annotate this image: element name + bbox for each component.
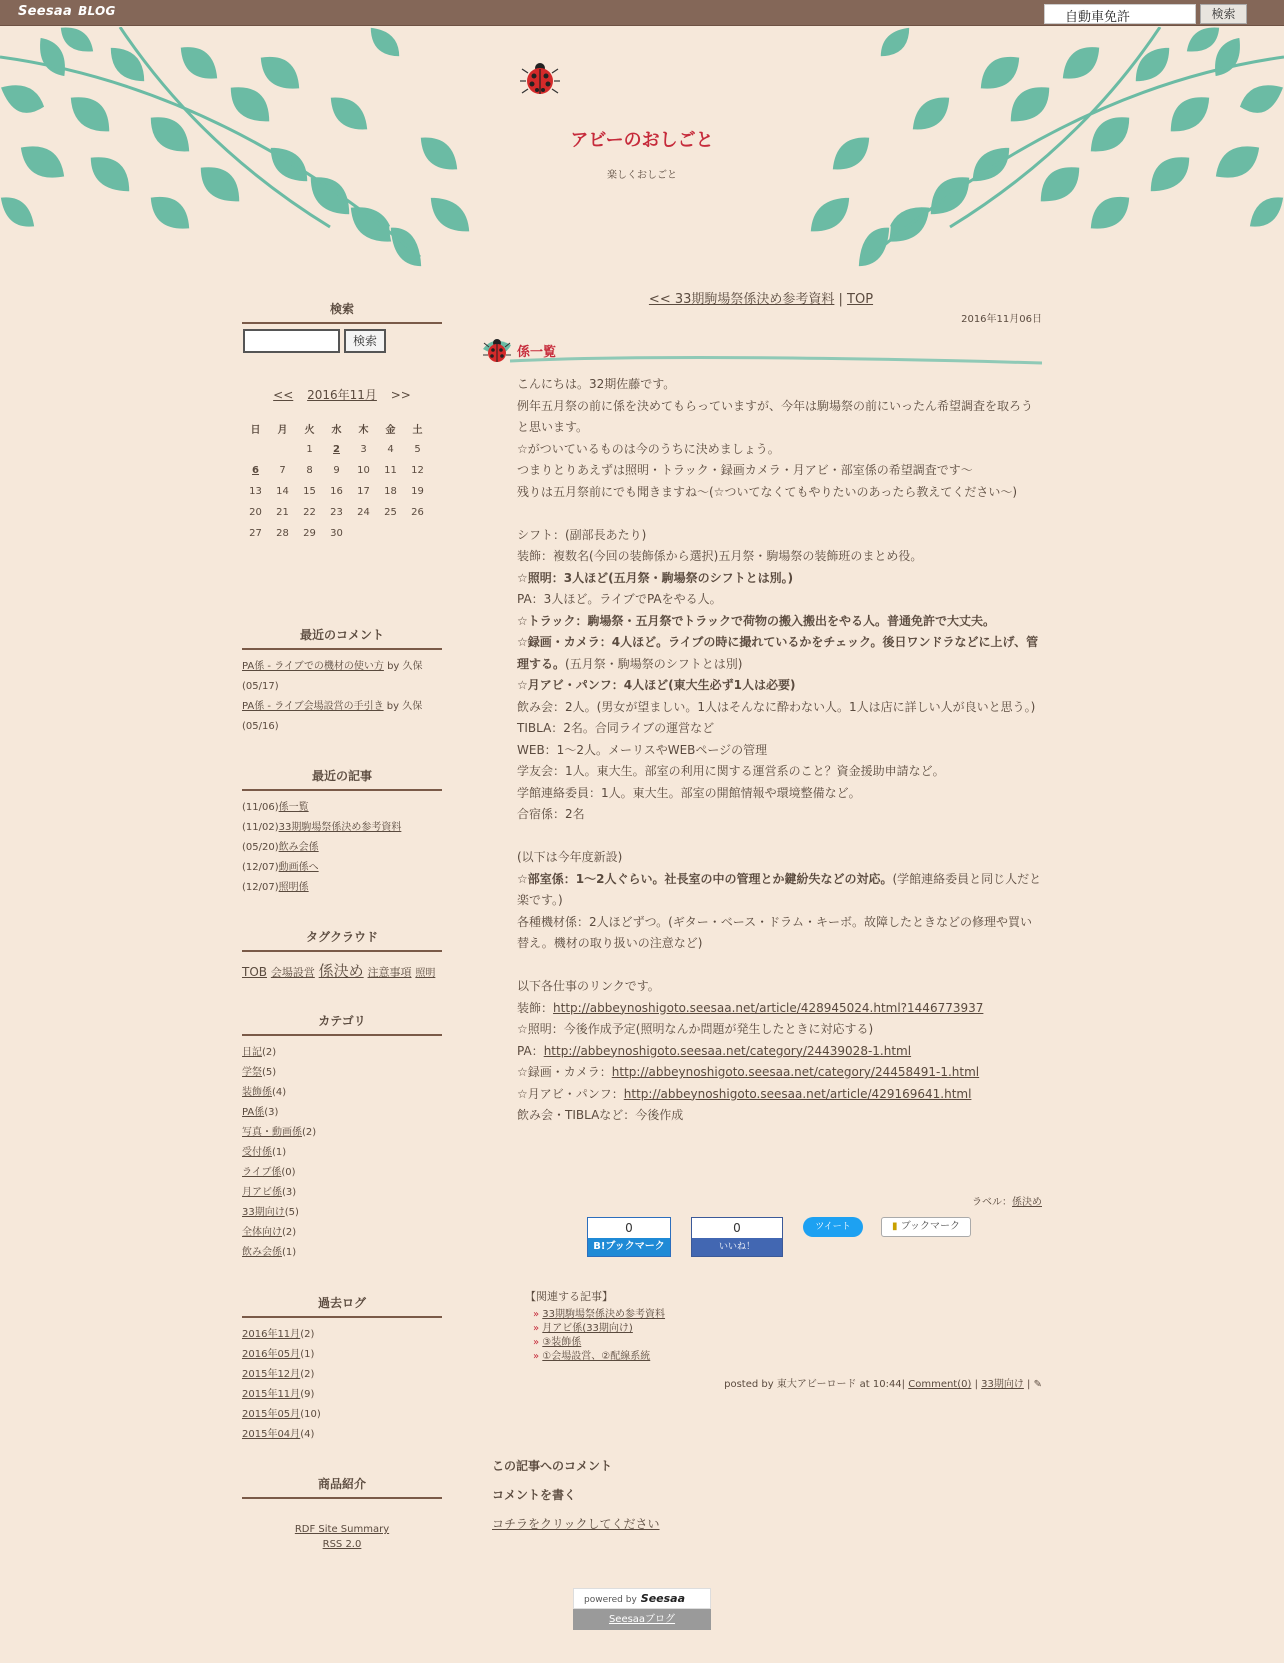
- category-link[interactable]: 飲み会係: [242, 1247, 282, 1258]
- calendar-day: 22: [303, 507, 316, 518]
- recent-comments-heading: 最近のコメント: [242, 626, 442, 650]
- sidebar-recent-comments: [242, 626, 442, 737]
- calendar-day: 8: [306, 465, 313, 476]
- post-line: 合宿係：2名: [517, 807, 585, 821]
- recent-post-link[interactable]: 動画係へ: [278, 862, 319, 873]
- post-line: 学館連絡委員：1人。東大生。部室の開館情報や環境整備など。: [517, 785, 861, 800]
- tag-cloud-heading: タグクラウド: [242, 928, 442, 952]
- calendar-day: 9: [333, 465, 340, 476]
- edit-pen-icon[interactable]: ✎: [1033, 1379, 1042, 1390]
- category-link[interactable]: 全体向け: [242, 1227, 282, 1238]
- recent-post-item: (12/07)動画係へ: [242, 862, 319, 873]
- calendar-day: 12: [411, 465, 424, 476]
- category-link[interactable]: 月アビ係: [242, 1187, 282, 1198]
- calendar: [242, 418, 431, 544]
- category-item: 写真・動画係(2): [242, 1127, 317, 1138]
- archive-link[interactable]: 2015年12月: [242, 1369, 301, 1380]
- calendar-weekday: 土: [412, 425, 423, 436]
- archive-link[interactable]: 2016年11月: [242, 1329, 301, 1340]
- post-body: [517, 374, 1042, 1127]
- post-line: ☆照明：今後作成予定(照明なんか問題が発生したときに対応する): [517, 1022, 874, 1036]
- category-item: 学祭(5): [242, 1067, 277, 1078]
- camera-url-link[interactable]: http://abbeynoshigoto.seesaa.net/category/24458491-1.html: [611, 1065, 980, 1079]
- recent-post-link[interactable]: 飲み会係: [278, 842, 319, 853]
- post-title[interactable]: 係一覧: [517, 345, 557, 360]
- recent-post-link[interactable]: 係一覧: [278, 802, 309, 813]
- sidebar-categories: [242, 1012, 442, 1263]
- calendar-month-link[interactable]: 2016年11月: [307, 388, 377, 402]
- archive-link[interactable]: 2015年05月: [242, 1409, 301, 1420]
- calendar-day: 29: [303, 528, 316, 539]
- sidebar-search-heading: 検索: [242, 300, 442, 324]
- category-link[interactable]: 受付係: [242, 1147, 272, 1158]
- recent-post-item: (12/07)照明係: [242, 882, 309, 893]
- archive-item: 2015年04月(4): [242, 1429, 315, 1440]
- tweet-button[interactable]: ツイート: [803, 1217, 863, 1237]
- category-link[interactable]: 装飾係: [242, 1087, 272, 1098]
- sidebar-search: [242, 300, 442, 331]
- related-heading: 【関連する記事】: [525, 1290, 613, 1303]
- recent-post-item: (11/02)33期駒場祭係決め参考資料: [242, 822, 402, 833]
- archive-item: 2015年05月(10): [242, 1409, 321, 1420]
- pa-url-link[interactable]: http://abbeynoshigoto.seesaa.net/category/24439028-1.html: [543, 1043, 912, 1058]
- powered-by-banner[interactable]: powered by Seesaa: [573, 1588, 711, 1609]
- calendar-day: [242, 439, 269, 460]
- prev-post-link[interactable]: << 33期駒場祭係決め参考資料: [648, 292, 835, 307]
- calendar-day: 30: [330, 528, 343, 539]
- calendar-day: 27: [249, 528, 262, 539]
- post-line: シフト：(副部長あたり): [517, 527, 647, 542]
- calendar-weekday: 月: [277, 425, 288, 436]
- calendar-day: [350, 523, 377, 544]
- post-line: [517, 503, 1042, 525]
- related-link[interactable]: 33期駒場祭係決め参考資料: [542, 1309, 666, 1320]
- post-line: 装飾：複数名(今回の装飾係から選択)五月祭・駒場祭の装飾班のまとめ役。: [517, 549, 923, 563]
- category-item: ライブ係(0): [242, 1167, 296, 1178]
- category-item: 受付係(1): [242, 1147, 287, 1158]
- calendar-header: [242, 386, 442, 403]
- calendar-day: 24: [357, 507, 370, 518]
- category-link[interactable]: 写真・動画係: [242, 1127, 302, 1138]
- post-line: 装飾：http://abbeynoshigoto.seesaa.net/article/428945024.html?1446773937: [517, 1000, 984, 1015]
- write-comment-link[interactable]: コチラをクリックしてください: [492, 1517, 660, 1531]
- sidebar-recent-posts: [242, 767, 442, 898]
- category-link[interactable]: PA係: [242, 1107, 265, 1118]
- category-item: 全体向け(2): [242, 1227, 297, 1238]
- related-item: [533, 1336, 1025, 1350]
- calendar-next: >>: [390, 388, 411, 402]
- calendar-day: 13: [249, 486, 262, 497]
- post-line: 各種機材係：2人ほどずつ。(ギター・ベース・ドラム・キーボ。故障したときなどの修理や買い替え。機材の取り扱いの注意など): [517, 914, 1033, 950]
- recent-post-link[interactable]: 33期駒場祭係決め参考資料: [278, 822, 402, 833]
- post-line: つまりとりあえずは照明・トラック・録画カメラ・月アビ・部室係の希望調査です〜: [517, 463, 973, 477]
- calendar-day: 16: [330, 486, 343, 497]
- decoration-url-link[interactable]: http://abbeynoshigoto.seesaa.net/article/428945024.html?1446773937: [553, 1000, 984, 1015]
- calendar-prev-link[interactable]: <<: [273, 388, 294, 402]
- hatena-bookmark-button[interactable]: 0 B!ブックマーク: [587, 1217, 671, 1257]
- post-date: 2016年11月06日: [961, 314, 1042, 325]
- post-navigation: << 33期駒場祭係決め参考資料 | TOP: [648, 292, 874, 307]
- blog-title[interactable]: アビーのおしごと: [570, 130, 714, 151]
- archive-item: 2015年12月(2): [242, 1369, 315, 1380]
- top-search-button[interactable]: 検索: [1200, 4, 1247, 24]
- post-line: (以下は今年度新設): [517, 850, 623, 864]
- category-item: 月アビ係(3): [242, 1187, 297, 1198]
- post-line: ☆トラック：駒場祭・五月祭でトラックで荷物の搬入搬出をやる人。普通免許で大丈夫。: [517, 613, 996, 628]
- post-line: ☆部室係：1〜2人ぐらい。社長室の中の管理とか鍵紛失などの対応。(学館連絡委員と同じ人だと楽です。): [517, 871, 1042, 907]
- sidebar-search-button[interactable]: 検索: [344, 329, 386, 353]
- related-link[interactable]: ①会場設営、②配線系統: [542, 1351, 651, 1362]
- blog-header: [0, 27, 1284, 272]
- post-label: ラベル：係決め: [972, 1197, 1042, 1208]
- related-item: [533, 1350, 1025, 1364]
- calendar-day: 25: [384, 507, 397, 518]
- calendar-day: 11: [384, 465, 397, 476]
- recent-comment-item: PA係 - ライブでの機材の使い方 by 久保 (05/17): [242, 661, 423, 692]
- post-line: ☆月アビ・パンフ：4人ほど(東大生必ず1人は必要): [517, 678, 796, 692]
- pamphlet-url-link[interactable]: http://abbeynoshigoto.seesaa.net/article/429169641.html: [623, 1086, 972, 1101]
- related-link[interactable]: ③装飾係: [542, 1337, 582, 1348]
- tag-link[interactable]: 係決め: [318, 962, 364, 980]
- calendar-day: 4: [387, 444, 394, 455]
- post-category-link[interactable]: 33期向け: [981, 1379, 1024, 1390]
- calendar-day: [377, 523, 404, 544]
- calendar-day: 26: [411, 507, 424, 518]
- feed-links: [242, 1522, 442, 1552]
- calendar-day-link[interactable]: 6: [252, 465, 259, 476]
- post-line: 飲み会・TIBLAなど：今後作成: [517, 1108, 684, 1122]
- blog-subtitle: 楽しくおしごと: [607, 170, 677, 181]
- related-link[interactable]: 月アビ係(33期向け): [542, 1323, 633, 1334]
- category-item: 装飾係(4): [242, 1087, 287, 1098]
- calendar-day: 10: [357, 465, 370, 476]
- powered-by-seesaa: [573, 1588, 711, 1630]
- post-line: ☆月アビ・パンフ：http://abbeynoshigoto.seesaa.net/article/429169641.html: [517, 1086, 972, 1101]
- calendar-day: 3: [360, 444, 367, 455]
- category-item: PA係(3): [242, 1107, 279, 1118]
- post-line: ☆録画・カメラ：http://abbeynoshigoto.seesaa.net/category/24458491-1.html: [517, 1065, 980, 1079]
- recent-post-link[interactable]: 照明係: [278, 882, 309, 893]
- calendar-weekday: 木: [358, 425, 369, 436]
- category-link[interactable]: 学祭: [242, 1067, 262, 1078]
- comment-count-link[interactable]: Comment(0): [908, 1379, 972, 1390]
- post-line: TIBLA：2名。合同ライブの運営など: [517, 721, 715, 735]
- tag-link[interactable]: 注意事項: [367, 966, 412, 979]
- write-comment-heading: コメントを書く: [492, 1488, 577, 1502]
- calendar-weekday: 火: [304, 425, 315, 436]
- post-line: PA：3人ほど。ライブでPAをやる人。: [517, 592, 722, 606]
- calendar-day-link[interactable]: 2: [333, 444, 340, 455]
- post-line: 以下各仕事のリンクです。: [517, 979, 660, 993]
- recent-comment-item: PA係 - ライブ会場設営の手引き by 久保 (05/16): [242, 701, 423, 732]
- tag-link[interactable]: 照明: [415, 968, 436, 979]
- archive-link[interactable]: 2015年11月: [242, 1389, 301, 1400]
- facebook-like-button[interactable]: 0 いいね！: [691, 1217, 783, 1257]
- calendar-day: 7: [279, 465, 286, 476]
- category-link[interactable]: 日記: [242, 1047, 262, 1058]
- post-line: 飲み会：2人。(男女が望ましい。1人はそんなに酔わない人。1人は店に詳しい人が良いと思う。): [517, 699, 1036, 714]
- recent-post-item: (11/06)係一覧: [242, 802, 309, 813]
- related-articles: [525, 1288, 1025, 1364]
- categories-heading: カテゴリ: [242, 1012, 442, 1036]
- recent-comment-link[interactable]: PA係 - ライブ会場設営の手引き: [242, 701, 384, 712]
- top-search-input[interactable]: 自動車免許: [1044, 4, 1196, 24]
- sidebar-search-input[interactable]: [243, 329, 340, 353]
- seesaa-blog-link[interactable]: Seesaaブログ: [608, 1614, 676, 1625]
- rdf-link[interactable]: RDF Site Summary: [294, 1524, 390, 1535]
- post-line: 残りは五月祭前にでも聞きますね〜(☆ついてなくてもやりたいのあったら教えてください〜): [517, 484, 1018, 499]
- calendar-day: 19: [411, 486, 424, 497]
- post-line: こんにちは。32期佐藤です。: [517, 377, 676, 391]
- category-item: 33期向け(5): [242, 1207, 299, 1218]
- tag-link[interactable]: 会場設営: [270, 966, 315, 979]
- post-line: ☆照明：3人ほど(五月祭・駒場祭のシフトとは別。): [517, 570, 794, 585]
- calendar-day: 1: [306, 444, 313, 455]
- calendar-day: 23: [330, 507, 343, 518]
- recent-posts-heading: 最近の記事: [242, 767, 442, 791]
- bookmark-button[interactable]: ▮ ブックマーク: [881, 1217, 971, 1237]
- post-line: [517, 826, 1042, 848]
- bookmark-icon: ▮: [891, 1221, 898, 1232]
- calendar-day: 20: [249, 507, 262, 518]
- calendar-day: [404, 523, 431, 544]
- related-item: [533, 1322, 1025, 1336]
- sidebar-archives: [242, 1294, 442, 1445]
- category-item: 飲み会係(1): [242, 1247, 297, 1258]
- title-decoration-icon: [480, 333, 1042, 367]
- archives-heading: 過去ログ: [242, 1294, 442, 1318]
- sidebar-products: [242, 1475, 442, 1506]
- category-item: 日記(2): [242, 1047, 277, 1058]
- calendar-day: 18: [384, 486, 397, 497]
- top-link[interactable]: TOP: [847, 292, 874, 307]
- archive-item: 2016年05月(1): [242, 1349, 315, 1360]
- calendar-day: 21: [276, 507, 289, 518]
- calendar-day: [269, 439, 296, 460]
- archive-link[interactable]: 2016年05月: [242, 1349, 301, 1360]
- posted-by: posted by 東大アビーロード at 10:44| Comment(0) | 33期向け | ✎: [724, 1379, 1042, 1390]
- related-item: [533, 1308, 1025, 1322]
- post-line: ☆録画・カメラ：4人ほど。ライブの時に撮れているかをチェック。後日ワンドラなどに上げ、管理する。(五月祭・駒場祭のシフトとは別): [517, 635, 1039, 671]
- label-link[interactable]: 係決め: [1012, 1197, 1042, 1208]
- ladybug-icon: [520, 59, 560, 99]
- sidebar-tag-cloud: [242, 928, 442, 986]
- post-line: 学友会：1人。東大生。部室の利用に関する運営系のこと？資金援助申請など。: [517, 764, 945, 778]
- category-link[interactable]: ライブ係: [242, 1167, 282, 1178]
- rss-link[interactable]: RSS 2.0: [322, 1539, 362, 1550]
- post-line: PA：http://abbeynoshigoto.seesaa.net/category/24439028-1.html: [517, 1043, 912, 1058]
- calendar-weekday: 水: [331, 425, 342, 436]
- calendar-day: 5: [414, 444, 421, 455]
- tag-link[interactable]: TOB: [242, 965, 268, 979]
- calendar-weekday: 金: [385, 425, 396, 436]
- archive-link[interactable]: 2015年04月: [242, 1429, 301, 1440]
- recent-comment-link[interactable]: PA係 - ライブでの機材の使い方: [242, 661, 384, 672]
- post-line: [517, 955, 1042, 977]
- calendar-day: 15: [303, 486, 316, 497]
- post-line: 例年五月祭の前に係を決めてもらっていますが、今年は駒場祭の前にいったん希望調査を取ろうと思います。: [517, 398, 1034, 434]
- comments-heading: この記事へのコメント: [492, 1459, 613, 1473]
- seesaa-blog-logo[interactable]: Seesaa BLOG: [18, 4, 116, 19]
- calendar-day: 17: [357, 486, 370, 497]
- calendar-day: 28: [276, 528, 289, 539]
- archive-item: 2015年11月(9): [242, 1389, 315, 1400]
- archive-item: 2016年11月(2): [242, 1329, 315, 1340]
- post-line: WEB：1〜2人。メーリスやWEBページの管理: [517, 742, 768, 757]
- post-line: ☆がついているものは今のうちに決めましょう。: [517, 441, 780, 456]
- post-title-bar: [480, 333, 1042, 367]
- products-heading: 商品紹介: [242, 1475, 442, 1499]
- calendar-weekday: 日: [250, 425, 261, 436]
- category-link[interactable]: 33期向け: [242, 1207, 285, 1218]
- comments-section: [492, 1457, 892, 1532]
- calendar-day: 14: [276, 486, 289, 497]
- recent-post-item: (05/20)飲み会係: [242, 842, 319, 853]
